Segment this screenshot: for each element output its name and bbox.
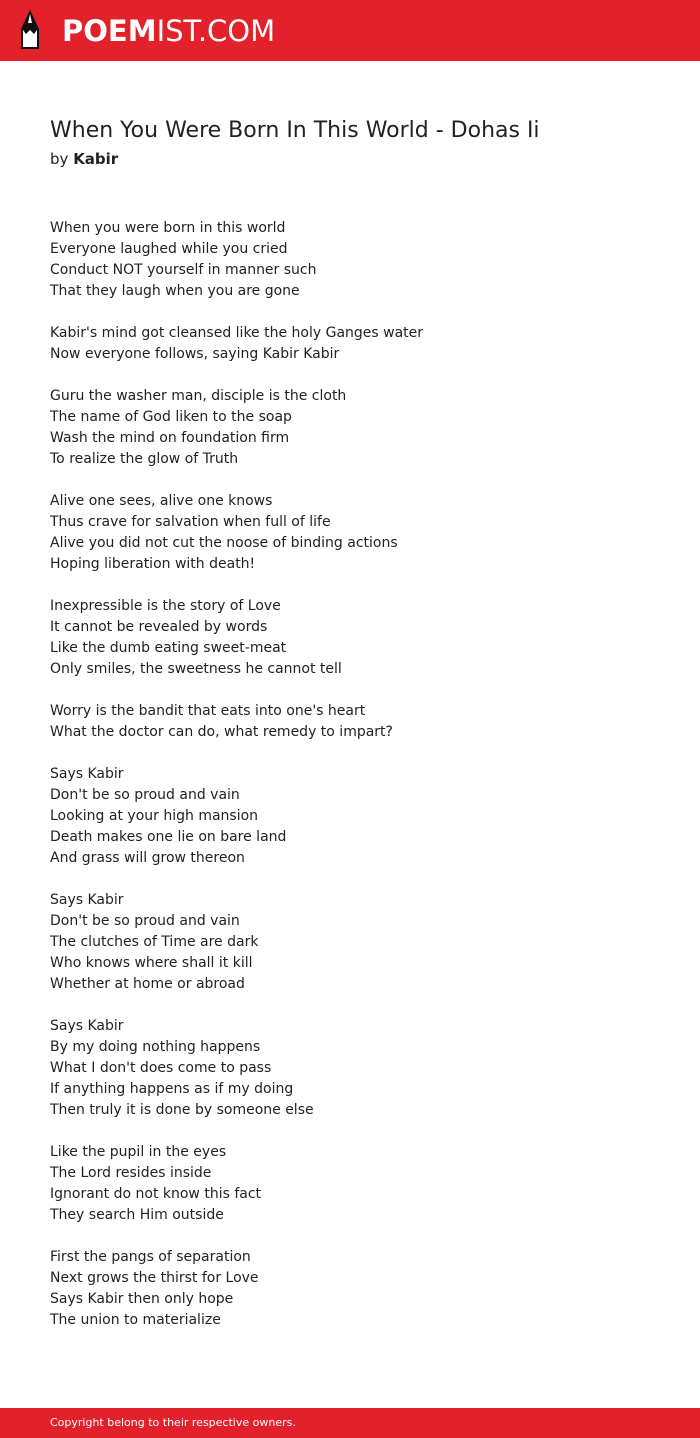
stanza xyxy=(50,218,670,302)
poem-line: Only smiles, the sweetness he cannot tell xyxy=(50,661,342,677)
poem-line: To realize the glow of Truth xyxy=(50,451,239,467)
poem-line: Like the dumb eating sweet-meat xyxy=(50,640,287,656)
logo-text-strong: POEM xyxy=(62,14,157,48)
stanza xyxy=(50,701,670,743)
poem-line: Now everyone follows, saying Kabir Kabir xyxy=(50,346,340,362)
poem-line: Thus crave for salvation when full of life xyxy=(50,514,331,530)
poem-line: Death makes one lie on bare land xyxy=(50,829,287,845)
poem-line: What I don't does come to pass xyxy=(50,1060,272,1076)
poem-line: Ignorant do not know this fact xyxy=(50,1186,262,1202)
poem-line: Conduct NOT yourself in manner such xyxy=(50,262,317,278)
poem-line: Guru the washer man, disciple is the cloth xyxy=(50,388,347,404)
poem-line: The Lord resides inside xyxy=(50,1165,212,1181)
site-footer xyxy=(0,1408,700,1438)
logo-text-light: IST.COM xyxy=(156,14,276,48)
poem-line: Says Kabir then only hope xyxy=(50,1291,234,1307)
poem-line: Alive one sees, alive one knows xyxy=(50,493,273,509)
poem-line: If anything happens as if my doing xyxy=(50,1081,294,1097)
byline xyxy=(50,148,118,170)
stanza xyxy=(50,386,670,470)
poem-line: The union to materialize xyxy=(50,1312,221,1328)
poem-line: Everyone laughed while you cried xyxy=(50,241,288,257)
poem-line: Worry is the bandit that eats into one's heart xyxy=(50,703,366,719)
stanza xyxy=(50,1142,670,1226)
poem-line: The name of God liken to the soap xyxy=(50,409,292,425)
poem-line: Then truly it is done by someone else xyxy=(50,1102,314,1118)
poem-line: Says Kabir xyxy=(50,1018,124,1034)
stanza xyxy=(50,1247,670,1331)
poem-line: When you were born in this world xyxy=(50,220,286,236)
site-logo[interactable] xyxy=(62,11,275,51)
poem-line: It cannot be revealed by words xyxy=(50,619,268,635)
stanza xyxy=(50,491,670,575)
poem-line: Don't be so proud and vain xyxy=(50,913,240,929)
poem-line: Like the pupil in the eyes xyxy=(50,1144,227,1160)
poem-line: Alive you did not cut the noose of binding actions xyxy=(50,535,398,551)
poem-line: The clutches of Time are dark xyxy=(50,934,259,950)
poem-line: They search Him outside xyxy=(50,1207,224,1223)
author-name[interactable]: Kabir xyxy=(73,150,119,168)
poem-line: Says Kabir xyxy=(50,892,124,908)
poem-line: Who knows where shall it kill xyxy=(50,955,253,971)
poem-line: Whether at home or abroad xyxy=(50,976,245,992)
by-label: by xyxy=(50,150,69,168)
poem-body xyxy=(50,218,670,1352)
stanza xyxy=(50,596,670,680)
poem-line: Kabir's mind got cleansed like the holy Ganges water xyxy=(50,325,424,341)
poem-line: Inexpressible is the story of Love xyxy=(50,598,281,614)
poem-line: By my doing nothing happens xyxy=(50,1039,261,1055)
stanza xyxy=(50,764,670,869)
poem-line: What the doctor can do, what remedy to impart? xyxy=(50,724,393,740)
stanza xyxy=(50,890,670,995)
stanza xyxy=(50,1016,670,1121)
poem-line: That they laugh when you are gone xyxy=(50,283,300,299)
poem-line: Wash the mind on foundation firm xyxy=(50,430,290,446)
poem-line: Looking at your high mansion xyxy=(50,808,259,824)
pen-nib-icon[interactable] xyxy=(17,9,43,51)
poem-line: Hoping liberation with death! xyxy=(50,556,256,572)
site-header xyxy=(0,0,700,61)
poem-title: When You Were Born In This World - Dohas Ii xyxy=(50,118,540,143)
poem-line: Says Kabir xyxy=(50,766,124,782)
copyright-text: Copyright belong to their respective owners. xyxy=(50,1416,296,1429)
stanza xyxy=(50,323,670,365)
poem-line: Next grows the thirst for Love xyxy=(50,1270,259,1286)
poem-line: And grass will grow thereon xyxy=(50,850,245,866)
poem-line: First the pangs of separation xyxy=(50,1249,251,1265)
poem-line: Don't be so proud and vain xyxy=(50,787,240,803)
